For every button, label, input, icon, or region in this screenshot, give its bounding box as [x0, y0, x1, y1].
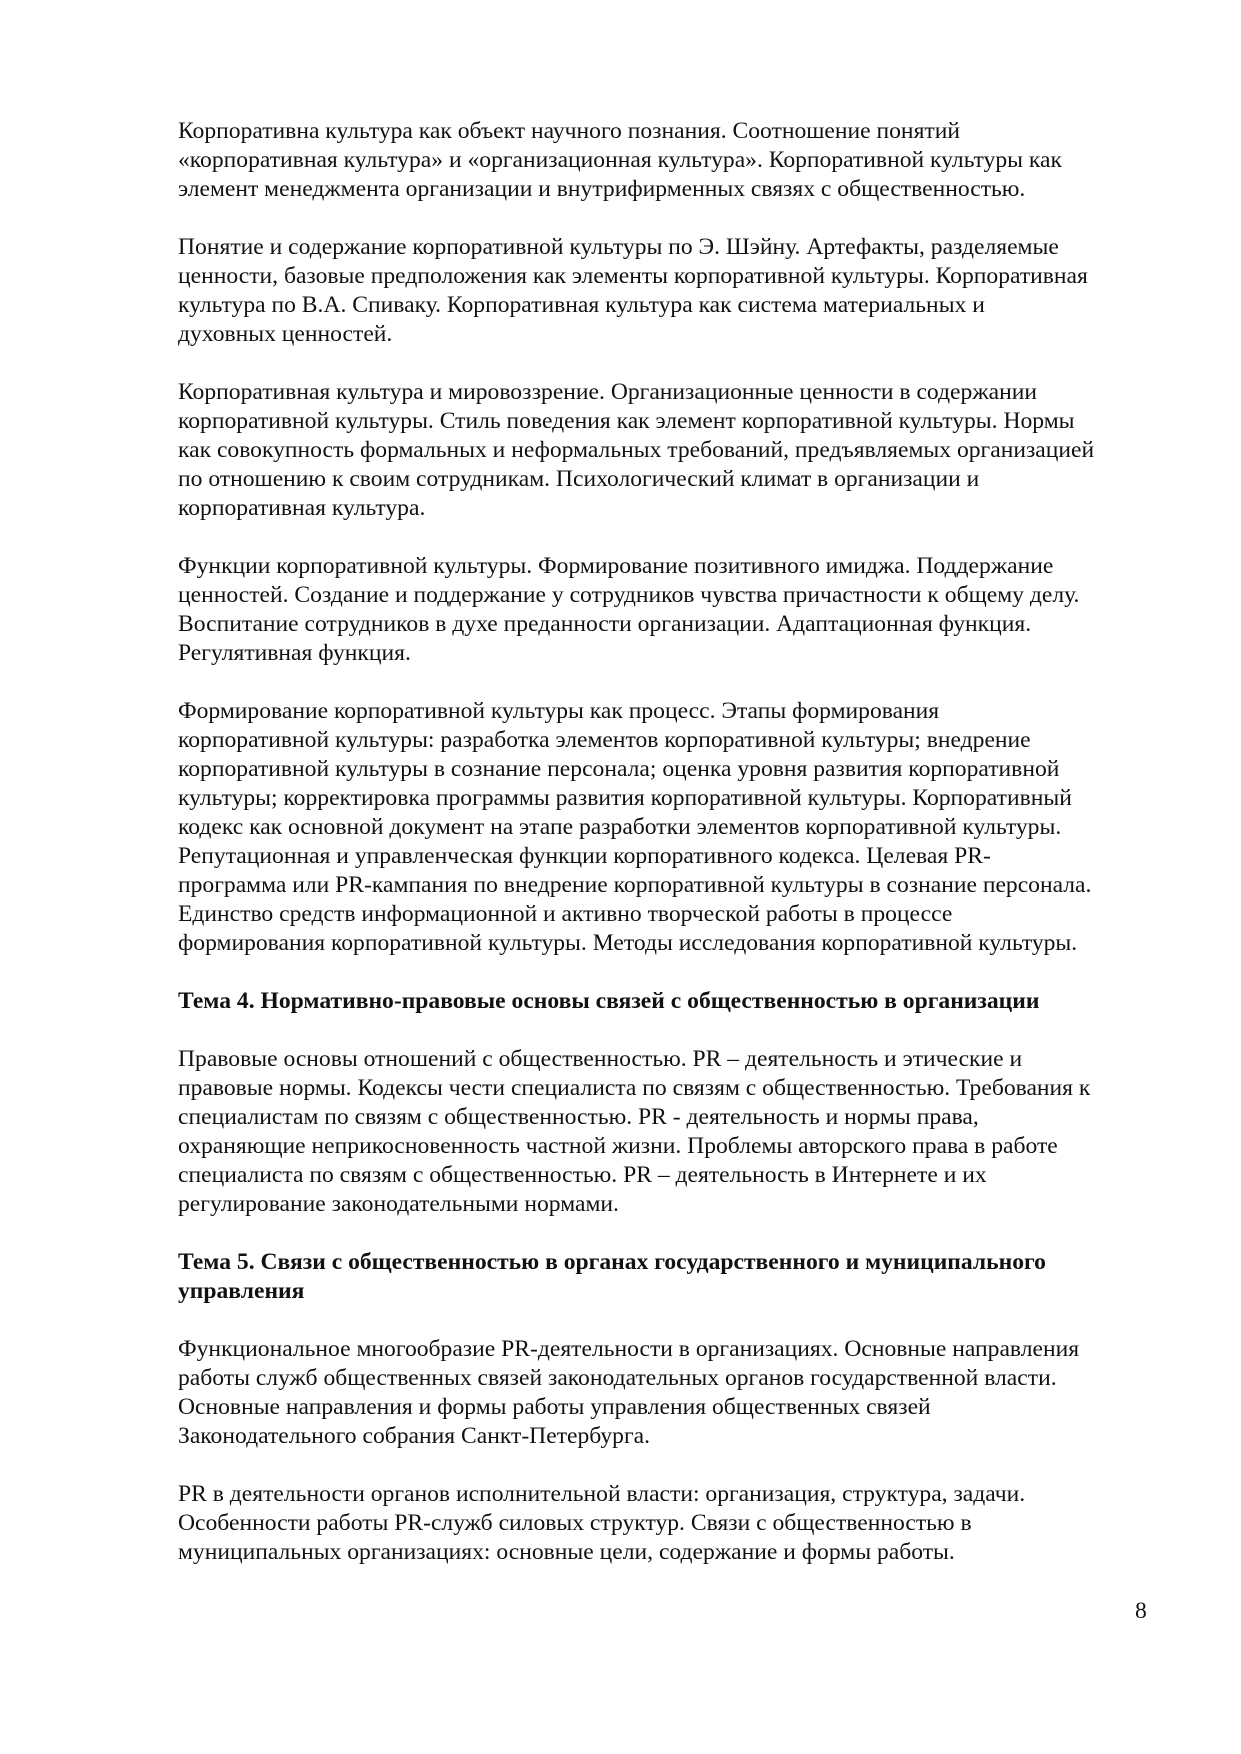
paragraph-functions: Функции корпоративной культуры. Формирование позитивного имиджа. Поддержание ценностей. Создание и поддержание у сотрудников чувства причастности к общему делу. Воспитание сотрудников в духе преданности организации. Адаптационная функция. Регулятивная функция. — [178, 553, 1080, 666]
paragraph-worldview: Корпоративная культура и мировоззрение. Организационные ценности в содержании корпоративной культуры. Стиль поведения как элемент корпоративной культуры. Нормы как совокупность формальных и неформальных требований, предъявляемых организацией по отношению к своим сотрудникам. Психологический климат в организации и корпоративная культура. — [178, 379, 1095, 521]
page-number: 8 — [1135, 1598, 1147, 1624]
heading-topic-4: Тема 4. Нормативно-правовые основы связей с общественностью в организации — [178, 988, 1040, 1014]
paragraph-corporate-culture-object: Корпоративна культура как объект научного познания. Соотношение понятий «корпоративная культура» и «организационная культура». Корпоративной культуры как элемент менеджмента организации и внутрифирменных связях с общественностью. — [178, 118, 1062, 202]
paragraph-formation-process: Формирование корпоративной культуры как процесс. Этапы формирования корпоративной культуры: разработка элементов корпоративной культуры; внедрение корпоративной культуры в сознание персонала; оценка уровня развития корпоративной культуры; корректировка программы развития корпоративной культуры. Корпоративный кодекс как основной документ на этапе разработки элементов корпоративной культуры. Репутационная и управленческая функции корпоративного кодекса. Целевая PR- программа или PR-кампания по внедрение корпоративной культуры в сознание персонала. Единство средств информационной и активно творческой работы в процессе формирования корпоративной культуры. Методы исследования корпоративной культуры. — [178, 698, 1092, 956]
paragraph-functional-diversity: Функциональное многообразие PR-деятельности в организациях. Основные направления работы служб общественных связей законодательных органов государственной власти. Основные направления и формы работы управления общественных связей Законодательного собрания Санкт-Петербурга. — [178, 1336, 1080, 1449]
paragraph-schein-concept: Понятие и содержание корпоративной культуры по Э. Шэйну. Артефакты, разделяемые ценности, базовые предположения как элементы корпоративной культуры. Корпоративная культура по В.А. Спиваку. Корпоративная культура как система материальных и духовных ценностей. — [178, 234, 1088, 347]
heading-topic-5: Тема 5. Связи с общественностью в органах государственного и муниципального управления — [178, 1249, 1046, 1304]
page-content — [178, 117, 1168, 1596]
paragraph-executive-pr: PR в деятельности органов исполнительной власти: организация, структура, задачи. Особенности работы PR-служб силовых структур. Связи с общественностью в муниципальных организациях: основные цели, содержание и формы работы. — [178, 1481, 1026, 1565]
paragraph-legal-basics: Правовые основы отношений с общественностью. PR – деятельность и этические и правовые нормы. Кодексы чести специалиста по связям с общественностью. Требования к специалистам по связям с общественностью. PR - деятельность и нормы права, охраняющие неприкосновенность частной жизни. Проблемы авторского права в работе специалиста по связям с общественностью. PR – деятельность в Интернете и их регулирование законодательными нормами. — [178, 1046, 1091, 1217]
